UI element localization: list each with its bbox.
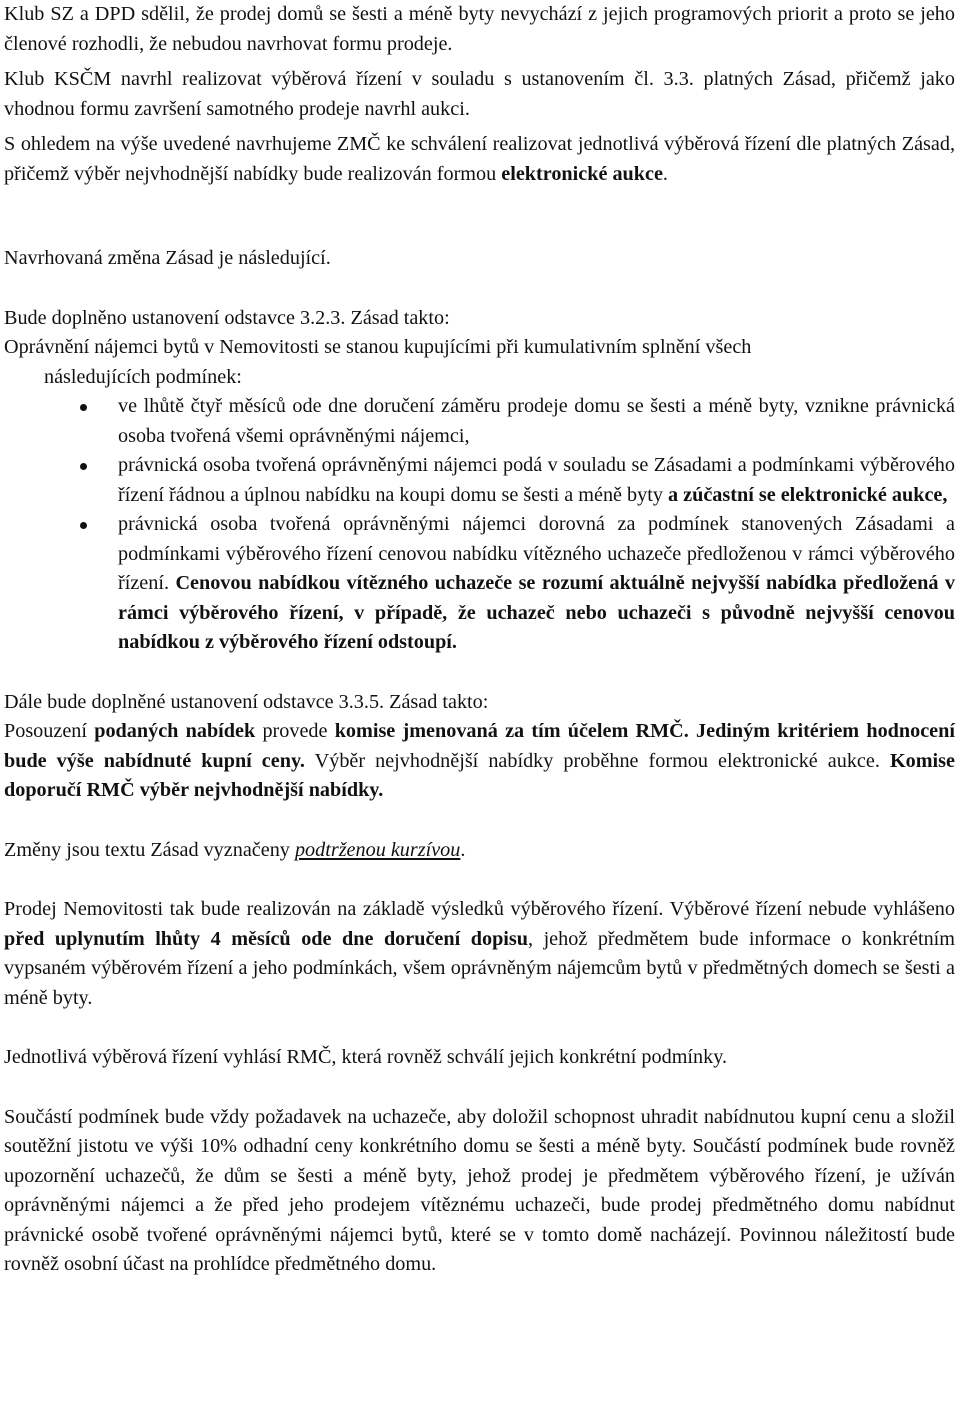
condition-2-text: právnická osoba tvořená oprávněnými nájemci podá v souladu se Zásadami a podmínkami výběrového řízení řádnou a úplnou nabídku na koupi domu se šesti a méně byty [118, 454, 955, 506]
paragraph-conditions-detail: Součástí podmínek bude vždy požadavek na uchazeče, aby doložil schopnost uhradit nabídnutou kupní cenu a složil soutěžní jistotu ve výši 10% odhadní ceny konkrétního domu se šesti a méně byty. Součástí podmínek bude rovněž upozornění uchazečů, že dům se šesti a méně byty, jehož prodej je předmětem výběrového řízení, je užíván oprávněnými nájemci a že před jeho prodejem vítěznému uchazeči, bude prodej předmětného domu nabídnut právnické osobě tvořené oprávněnými nájemci bytů, které se v tomto domě nacházejí. Povinnou náležitostí bude rovněž osobní účast na prohlídce předmětného domu. [4, 1105, 955, 1275]
bullet-icon [80, 522, 87, 529]
condition-1-text: ve lhůtě čtyř měsíců ode dne doručení záměru prodeje domu se šesti a méně byty, vznikne právnická osoba tvořená všemi oprávněnými nájemci, [118, 395, 955, 447]
paragraph-klub-sz: Klub SZ a DPD sdělil, že prodej domů se šesti a méně byty nevychází z jejich programových priorit a proto se jeho členové rozhodli, že nebudou navrhovat formu prodeje. [4, 3, 955, 55]
proposal-end: . [662, 162, 668, 185]
paragraph-section-323: Bude doplněno ustanovení odstavce 3.2.3. Zásad takto: [4, 306, 450, 329]
evaluation-text-a: Posouzení [4, 720, 95, 742]
paragraph-change-intro: Navrhovaná změna Zásad je následující. [4, 247, 331, 269]
evaluation-bold-f: Komise doporučí RMČ výběr nejvhodnější nabídky. [4, 749, 955, 801]
evaluation-text-e: Výběr nejvhodnější nabídky proběhne formou elektronické aukce. [304, 749, 890, 772]
paragraph-section-335: Dále bude doplněné ustanovení odstavce 3.3.5. Zásad takto: [4, 690, 489, 713]
condition-3-text: právnická osoba tvořená oprávněnými nájemci dorovná za podmínek stanovených Zásadami a podmínkami výběrového řízení cenovou nabídku vítězného uchazeče předloženou v rámci výběrového řízení. [118, 513, 955, 594]
changes-text: Změny jsou textu Zásad vyznačeny [4, 838, 295, 861]
paragraph-proposal [4, 130, 955, 189]
sale-bold-b: před uplynutím lhůty 4 měsíců ode dne doručení dopisu [4, 927, 528, 950]
evaluation-bold-b: podaných nabídek [94, 720, 256, 742]
list-item [4, 392, 955, 451]
list-item [4, 451, 955, 510]
paragraph-rmc-announce: Jednotlivá výběrová řízení vyhlásí RMČ, která rovněž schválí jejich konkrétní podmínky. [4, 1046, 728, 1068]
condition-3-bold: Cenovou nabídkou vítězného uchazeče se rozumí aktuálně nejvyšší nabídka předložená v rámci výběrového řízení, v případě, že uchazeč nebo uchazeči s původně nejvyšší cenovou nabídkou z výběrového řízení odstoupí. [118, 572, 955, 653]
sale-text-c: , jehož předmětem bude informace o konkrétním vypsaném výběrovém řízení a jeho podmínkách, všem oprávněným nájemcům bytů v předmětných domech se šesti a méně byty. [4, 927, 955, 1009]
bullet-icon [80, 463, 87, 470]
bullet-icon [80, 404, 87, 411]
evaluation-bold-d: komise jmenovaná za tím účelem RMČ. Jediným kritériem hodnocení bude výše nabídnuté kupní ceny. [4, 720, 955, 772]
paragraph-evaluation [4, 717, 955, 806]
changes-underlined-italic: podtrženou kurzívou [294, 838, 461, 861]
proposal-text: S ohledem na výše uvedené navrhujeme ZMČ ke schválení realizovat jednotlivá výběrová řízení dle platných Zásad, přičemž výběr nejvhodnější nabídky bude realizován formou [4, 133, 955, 185]
list-item [4, 510, 955, 658]
paragraph-tenants-second: následujících podmínek: [44, 365, 242, 388]
paragraph-klub-kscm: Klub KSČM navrhl realizovat výběrová řízení v souladu s ustanovením čl. 3.3. platných Zásad, přičemž jako vhodnou formu završení samotného prodeje navrhl aukci. [4, 68, 955, 120]
conditions-list [4, 392, 955, 658]
paragraph-changes-marked [4, 836, 955, 866]
condition-2-bold: a zúčastní se elektronické aukce, [668, 483, 948, 506]
changes-end: . [460, 838, 466, 861]
proposal-bold: elektronické aukce [501, 162, 663, 185]
paragraph-tenants-first: Oprávnění nájemci bytů v Nemovitosti se stanou kupujícími při kumulativním splnění všech [4, 336, 752, 358]
paragraph-sale-process [4, 895, 955, 1013]
sale-text-a: Prodej Nemovitosti tak bude realizován na základě výsledků výběrového řízení. Výběrové řízení nebude vyhlášeno [4, 898, 955, 920]
evaluation-text-c: provede [255, 720, 335, 742]
